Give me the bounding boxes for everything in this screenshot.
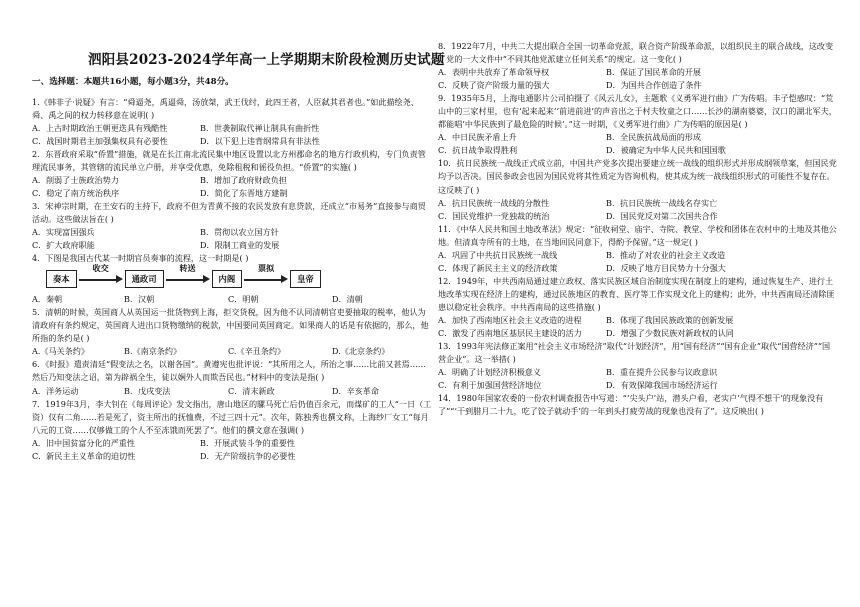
option[interactable]: D．反映了地方目民势力十分强大	[606, 262, 726, 273]
option[interactable]: D．增强了少数民族对新政权的认同	[606, 328, 734, 339]
option[interactable]: B.《南京条约》	[124, 346, 182, 357]
question-11: 11．《中华人民共和国土地改革法》规定：“征收祠堂、庙宇、寺院、教堂、学校和团体在农村中的土地及其他公地。但清真寺所有的土地，在当地回民同意下，得酌予保留。”这一规定( )	[438, 223, 837, 247]
question-1: 1.《韩非子·说疑》有言：“舜逼尧，禹逼舜，汤放桀，武王伐纣，此四王者，人臣弑其君者也。”如此描绘尧、舜、禹之间的权力转移意在说明( )	[32, 96, 419, 120]
option[interactable]: C．稳定了南方统治秩序	[32, 187, 120, 198]
option[interactable]: B．世袭制取代禅让制具有曲折性	[200, 122, 320, 133]
question-6: 6．《时报》遣责清廷“假变法之名，以谢各国”。黄遵宪也批评说：“其所用之人，所治之事……比前又甚焉……然后乃知变法之诏，第为辟祸全生，徒以娴外人而欺吾民也。”材料中的变法是指( )	[32, 359, 426, 383]
option[interactable]: A．抗日民族统一战线的分散性	[438, 197, 550, 208]
option[interactable]: B．体现了我国民族政策的创新发展	[606, 314, 734, 325]
left-column	[32, 38, 445, 463]
option[interactable]: C．有利于加强国营经济地位	[438, 380, 542, 391]
option[interactable]: A．洋务运动	[32, 385, 79, 396]
option[interactable]: A．中日民族矛盾上升	[438, 132, 517, 143]
question-12: 12．1949年，中共西南局通过建立政权、落实民族区域自治制度实现在制度上的建构，通过恢复生产、进行土地改革实现在经济上的建构，通过民族地区的教育、医疗等工作实现文化上的建构；此外，中共西南局还清除匪患以稳定社会秩序。中共西南局的这些措施( )	[438, 275, 835, 312]
option[interactable]: B．增加了政府财政负担	[200, 174, 287, 185]
option[interactable]: D．无产阶级抗争的必要性	[200, 450, 296, 461]
option[interactable]: A.《马关条约》	[32, 346, 89, 357]
section-heading: 一、选择题：本题共16小题，每小题3分，共48分。	[32, 77, 234, 87]
question-7-options	[32, 437, 432, 463]
question-10-options	[438, 197, 838, 223]
question-4: 4．下图是我国古代某一时期官员奏事的流程，这一时期是( )	[32, 253, 249, 264]
option[interactable]: D.《北京条约》	[332, 346, 390, 357]
option[interactable]: C.《辛丑条约》	[228, 346, 286, 357]
option[interactable]: C．抗日战争取得胜利	[438, 145, 518, 156]
option[interactable]: A．巩固了中共抗日民族统一战线	[438, 249, 558, 260]
option[interactable]: B．重在提升公民参与议政意识	[606, 367, 718, 378]
option[interactable]: B．抗日民族统一战线名存实亡	[606, 197, 718, 208]
question-11-options	[438, 249, 838, 275]
option[interactable]: D．为国共合作创造了条件	[606, 80, 702, 91]
option[interactable]: D．限制工商业的发展	[200, 240, 280, 251]
option[interactable]: B．汉朝	[124, 294, 155, 305]
option[interactable]: D．国民党反对第二次国共合作	[606, 210, 718, 221]
option[interactable]: C．体现了新民主主义的经济政策	[438, 262, 558, 273]
question-10: 10．抗日民族统一战线正式成立前，中国共产党多次提出要建立统一战线的组织形式并形成纲领草案，但国民党均予以否决。国民参政会也因为国民党将其性质定为咨询机构，使其成为统一战线组织形式的可能性不复存在。这反映了( )	[438, 158, 837, 195]
option[interactable]: C．激发了西南地区基层民主建设的活力	[438, 328, 582, 339]
question-14: 14．1980年国家农委的一份农村调查报告中写道：“‘尖头户’站，潜头户看，老实户‘气得不想干’的现象没有了”“‘干到腊月二十九，吃了饺子就动手’的一年到头打疲劳战的现象也没有了”。这反映出( )	[438, 393, 824, 417]
option[interactable]: A．旧中国贫富分化的严重性	[32, 437, 135, 448]
flow-box-emperor: 皇帝	[290, 270, 321, 288]
page-title: 泗阳县2023-2024学年高一上学期期末阶段检测历史试题	[88, 52, 445, 68]
option[interactable]: A．削弱了士族政治势力	[32, 174, 119, 185]
question-8-options	[438, 66, 838, 92]
question-4-options	[32, 293, 432, 306]
option[interactable]: C．清末新政	[228, 385, 275, 396]
flow-box-cabinet: 内阁	[212, 270, 243, 288]
option[interactable]: D．被确定为中华人民共和国国歌	[606, 145, 726, 156]
question-13-options	[438, 366, 838, 392]
question-5: 5．清朝的时候，英国商人从英国运一批货物到上海，拒交货税，因为他不认同清朝官吏要抽取的税率，他认为清政府有条约规定，英国商人进出口货物缴纳的税款，中国要同英国商定。如果商人的话是有依据的，那么，他所指的条约是( )	[32, 307, 429, 344]
option[interactable]: B．全民族抗战局面的形成	[606, 132, 701, 143]
option[interactable]: D．清朝	[332, 294, 363, 305]
question-9-options	[438, 131, 838, 157]
option[interactable]: B．戊戌变法	[124, 385, 171, 396]
option[interactable]: B．保证了国民革命的开展	[606, 67, 701, 78]
question-8: 8．1922年7月，中共二大提出联合全国一切革命党派，联合资产阶级革命派，以组织民主的联合战线，这改变了党的一大文件中“不同其他党派建立任何关系”的规定。这一变化( )	[438, 41, 834, 65]
right-column	[438, 40, 838, 418]
option[interactable]: A．实现富国强兵	[32, 227, 95, 238]
flow-arrow	[166, 263, 210, 286]
question-12-options	[438, 314, 838, 340]
question-13: 13．1993年宪法修正案用“社会主义市场经济”取代“计划经济”，用“国有经济”“国有企业”取代“国营经济”“国营企业”。这一举措( )	[438, 341, 831, 365]
option[interactable]: C．战国时期君主加强集权具有必要性	[32, 135, 168, 146]
option[interactable]: C．明朝	[228, 294, 259, 305]
question-3-options	[32, 226, 432, 252]
option[interactable]: D．简化了东晋地方建制	[200, 187, 288, 198]
flow-arrow-label: 收交	[92, 263, 109, 274]
question-7: 7．1919年3月，李大钊在《每周评论》发文指出，唐山地区的騾马死亡后仍值百余元，而煤矿的工人“一日（工资）仅有二角……若是死了，资主所出的抚恤费，不过三四十元”。次年，陈独秀也撰文称，上海纱厂女工“每月八元的工资……仅够做工的个人不至冻饿而死罢了”。他们的撰文意在强调( )	[32, 398, 432, 435]
option[interactable]: A．明确了计划经济积极意义	[438, 367, 541, 378]
question-6-options	[32, 385, 432, 398]
option[interactable]: C．反映了资产阶级力量的强大	[438, 80, 550, 91]
option[interactable]: C．国民党维护一党独裁的统治	[438, 210, 550, 221]
question-5-options	[32, 345, 432, 358]
flow-arrow-label: 转送	[179, 263, 196, 274]
option[interactable]: B．贯彻以农立国方针	[200, 227, 279, 238]
option[interactable]: D．有效保障我国市场经济运行	[606, 380, 718, 391]
question-2-options	[32, 174, 432, 200]
option[interactable]: A．上古时期政治王朝更迭具有残酷性	[32, 122, 168, 133]
option[interactable]: D．辛亥革命	[332, 385, 379, 396]
memorial-flow-diagram	[46, 263, 432, 291]
option[interactable]: C．扩大政府职能	[32, 240, 95, 251]
question-3: 3．宋神宗时期，在王安石的主持下，政府不但为青黄不接的农民发放有息贷款，还成立“市易务”直接参与商贸活动。这些做法旨在( )	[32, 200, 426, 225]
question-2: 2．东晋政府采取“侨置”措施，就是在长江南北流民集中地区设置以北方州郡命名的地方行政机构，专门负责管理流民事务，其管辖的流民单立户册，并享受优惠，免除租税和徭役负担。“侨置”的实施( )	[32, 148, 426, 172]
flow-box-office: 通政司	[125, 270, 164, 288]
option[interactable]: B．开展武装斗争的重要性	[200, 437, 295, 448]
option[interactable]: A．表明中共放弃了革命领导权	[438, 67, 550, 78]
flow-arrow	[79, 263, 123, 286]
option[interactable]: D．以下犯上违背纲常具有非法性	[200, 135, 320, 146]
flow-box-memorial: 奏本	[46, 270, 77, 288]
option[interactable]: A．秦朝	[32, 294, 63, 305]
question-1-options	[32, 122, 432, 148]
option[interactable]: A．加快了西南地区社会主义改造的进程	[438, 314, 582, 325]
flow-arrow	[244, 263, 288, 286]
flow-arrow-label: 票拟	[258, 263, 275, 274]
option[interactable]: C．新民主主义革命的迫切性	[32, 450, 136, 461]
question-9: 9．1935年5月，上海电通影片公司拍摄了《风云儿女》，主题歌《义勇军进行曲》广为传唱。丰子恺感叹：“荒山中的三家村里，也有‘起来起来’‘前进前进’的声音出之于村夫牧童之口……长沙的湖南婆婆，汉口的湖北军夫，都能唱‘中华民族到了最危险的时候’。”这一时期，《义勇军进行曲》广为传唱的原因是( )	[438, 93, 837, 130]
option[interactable]: B．推动了对农业的社会主义改造	[606, 249, 726, 260]
